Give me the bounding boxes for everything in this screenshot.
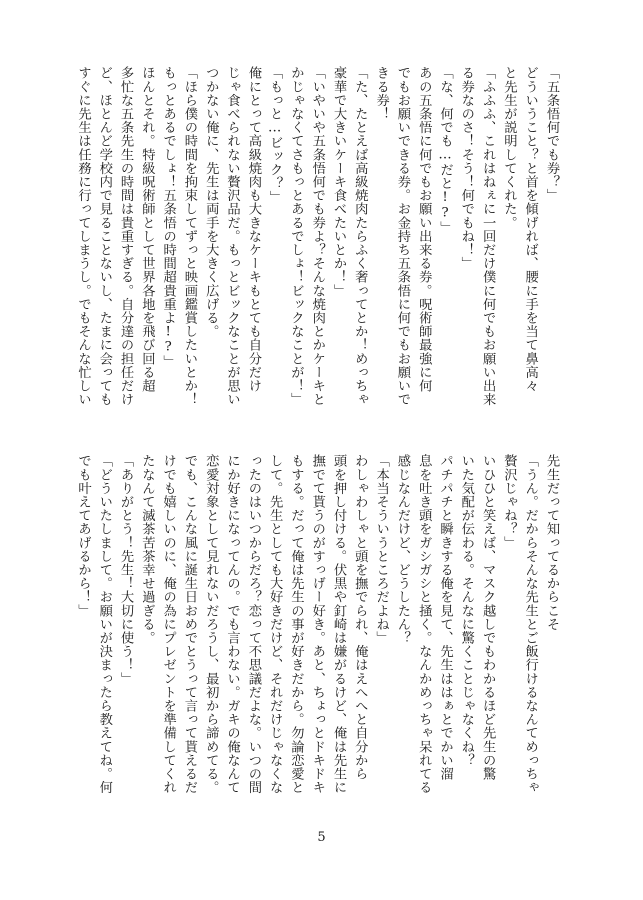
text-line: 先生だって知ってるからこそ	[544, 454, 559, 631]
text-line: どういうこと？と首を傾げれば、腰に手を当て鼻高々	[522, 66, 538, 393]
text-line: して。先生としても大好きだけど、それだけじゃなくな	[267, 454, 283, 794]
text-line: じゃ食べられない贅沢品だ。もっとビックなことが思い	[224, 66, 240, 406]
text-line: たなんて滅茶苦茶幸せ過ぎる。	[139, 454, 155, 645]
text-line: 「ふふふ、これはねぇに一回だけ僕に何でもお願い出来	[480, 66, 496, 406]
text-line: 「た、たとえば高級焼肉たらふく奢ってとか！めっちゃ	[352, 66, 368, 406]
text-line: かじゃなくてさもっとあるでしょ！ビックなことが！」	[288, 66, 304, 406]
text-line: いた気配が伝わる。そんなに驚くことじゃなくね？	[458, 454, 474, 767]
text-line: 俺にとって高級焼肉も大きなケーキもとても自分だけ	[245, 66, 261, 393]
text-line: ったのはいつからだろ？恋って不思議だよな。いつの間	[245, 454, 261, 794]
text-line: る券なのさ！そう！何でもね！」	[458, 66, 474, 270]
text-line: 「うん。だからそんな先生とご飯行けるなんてめっちゃ	[522, 454, 538, 794]
text-line: でもお願いできる券。お金持ち五条悟に何でもお願いで	[394, 66, 410, 406]
text-line: ほんとそれ。特級呪術師として世界各地を飛び回る超	[139, 66, 155, 393]
page-number: 5	[317, 830, 326, 845]
text-block-upper	[72, 66, 562, 431]
text-line: 「本当そういうところだよね」	[373, 454, 389, 645]
text-line: 多忙な五条先生の時間は貴重すぎる。自分達の担任だけ	[118, 66, 134, 406]
text-line: わしゃわしゃと頭を撫でられ、俺はえへへと自分から	[352, 454, 368, 781]
text-line: 「ありがとう！先生！大切に使う！」	[118, 454, 134, 686]
text-line: でも叶えてあげるから！」	[75, 454, 91, 618]
text-line: きる券！	[373, 66, 389, 121]
text-line: 「五条悟何でも券？」	[544, 66, 559, 202]
text-line: いひひと笑えば、マスク越しでもわかるほど先生の驚	[480, 454, 496, 781]
text-line: パチパチと瞬きする俺を見て、先生ははぁとでかい溜	[437, 454, 453, 781]
text-line: 「どういたしまして。お願いが決まったら教えてね。何	[96, 454, 112, 794]
text-line: 豪華で大きいケーキ食べたいとか！」	[331, 66, 347, 298]
text-line: 贅沢じゃね？」	[501, 454, 517, 550]
text-line: と先生が説明してくれた。	[501, 66, 517, 230]
text-line: 恋愛対象として見れないだろうし、最初から諦めてる。	[203, 454, 219, 794]
text-line: ど、ほとんど学校内で見ることないし、たまに会っても	[96, 66, 112, 406]
text-line: 息を吐き頭をガシガシと掻く。なんかめっちゃ呆れてる	[416, 454, 432, 794]
text-line: 頭を押し付ける。伏黒や釘崎は嫌がるけど、俺は先生に	[331, 454, 347, 794]
text-line: 「ほら僕の時間を拘束してずっと映画鑑賞したいとか！	[181, 66, 197, 406]
text-line: 「もっと…ビック？」	[267, 66, 283, 204]
text-line: 撫でて貰うのがすっげー好き。あと、ちょっとドキドキ	[309, 454, 325, 794]
text-line: もっとあるでしょ！五条悟の時間超貴重よ!?」	[160, 66, 176, 369]
text-line: けでも嬉しいのに、俺の為にプレゼントを準備してくれ	[160, 454, 176, 794]
text-line: つかない俺に、先生は両手を大きく広げる。	[203, 66, 219, 338]
text-line: にか好きになってんの。でも言わない。ガキの俺なんて	[224, 454, 240, 794]
text-line: あの五条悟に何でもお願い出来る券。呪術師最強に何	[416, 66, 432, 393]
text-line: すぐに先生は任務に行ってしまうし。でもそんな忙しい	[75, 66, 91, 406]
text-line: 「な、何でも…だと!?」	[437, 66, 453, 235]
text-line: でも、こんな風に誕生日おめでとうって言って貰えるだ	[181, 454, 197, 794]
text-line: 感じなんだけど、どうしたん？	[394, 454, 410, 645]
text-line: もする。だって俺は先生の事が好きだから。勿論恋愛と	[288, 454, 304, 794]
text-line: 「いやいや五条悟何でも券よ？そんな焼肉とかケーキと	[309, 66, 325, 406]
text-block-lower	[72, 454, 562, 819]
